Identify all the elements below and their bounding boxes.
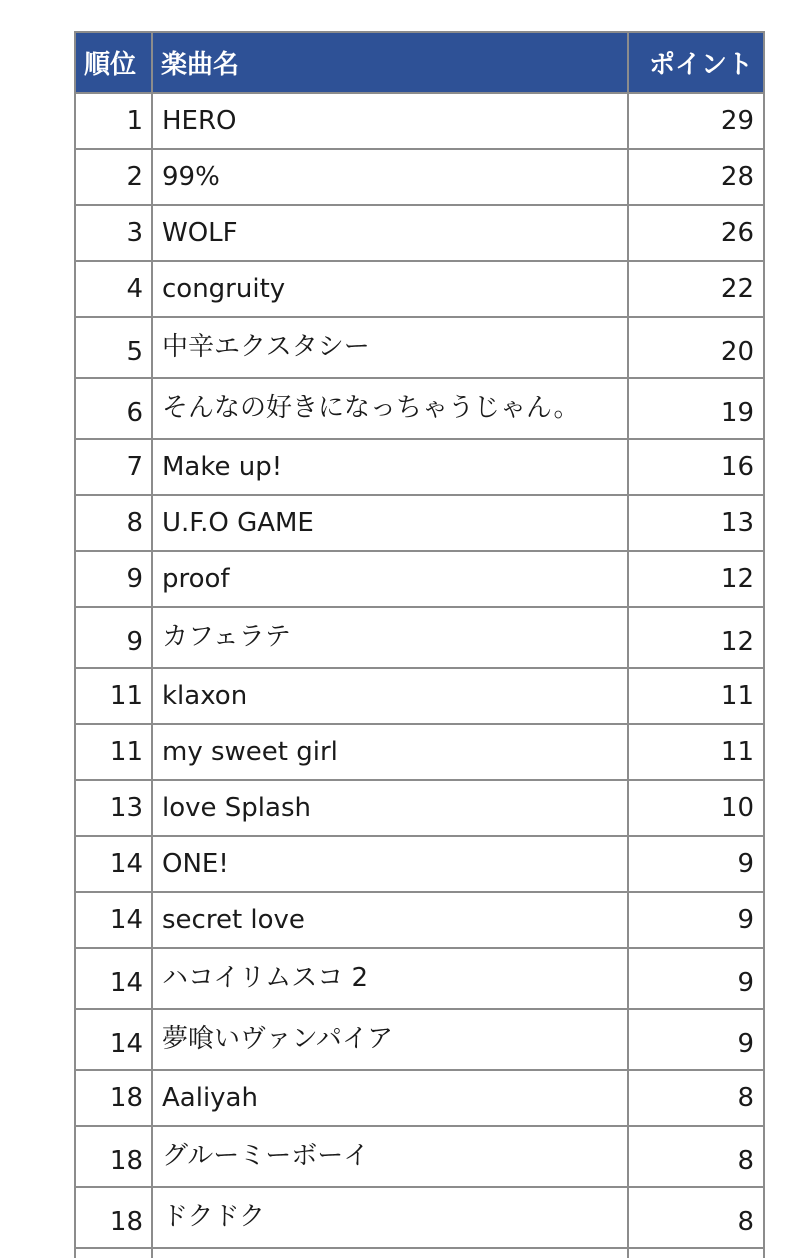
points-cell: 9: [628, 892, 764, 948]
rank-cell: 2: [75, 149, 152, 205]
points-cell: 16: [628, 439, 764, 495]
points-cell: 11: [628, 668, 764, 724]
table-row: [75, 1126, 764, 1187]
title-cell: 中辛エクスタシー: [152, 317, 628, 378]
title-cell: Make up!: [152, 439, 628, 495]
ranking-table: [74, 31, 765, 1258]
table-row: [75, 149, 764, 205]
points-cell: 26: [628, 205, 764, 261]
points-cell: 29: [628, 93, 764, 149]
rank-cell: 14: [75, 948, 152, 1009]
rank-cell: 11: [75, 668, 152, 724]
table-row: [75, 1009, 764, 1070]
table-row: [75, 439, 764, 495]
title-cell: [152, 1248, 628, 1258]
rank-cell: 13: [75, 780, 152, 836]
table-row: [75, 1070, 764, 1126]
title-cell: love Splash: [152, 780, 628, 836]
points-cell: 10: [628, 780, 764, 836]
title-cell: ドクドク: [152, 1187, 628, 1248]
table-row: [75, 607, 764, 668]
rank-cell: 18: [75, 1126, 152, 1187]
rank-cell: 18: [75, 1070, 152, 1126]
points-cell: [628, 1248, 764, 1258]
rank-cell: 7: [75, 439, 152, 495]
rank-cell: 11: [75, 724, 152, 780]
table-row: [75, 317, 764, 378]
rank-cell: 1: [75, 93, 152, 149]
points-cell: 9: [628, 948, 764, 1009]
title-cell: klaxon: [152, 668, 628, 724]
title-cell: secret love: [152, 892, 628, 948]
table-row: [75, 892, 764, 948]
table-row: [75, 495, 764, 551]
points-cell: 12: [628, 607, 764, 668]
header-rank: 順位: [75, 32, 152, 93]
table-row: [75, 205, 764, 261]
table-row: [75, 724, 764, 780]
rank-cell: [75, 1248, 152, 1258]
points-cell: 28: [628, 149, 764, 205]
points-cell: 9: [628, 1009, 764, 1070]
points-cell: 13: [628, 495, 764, 551]
table-row: [75, 93, 764, 149]
rank-cell: 18: [75, 1187, 152, 1248]
table-row: [75, 948, 764, 1009]
points-cell: 9: [628, 836, 764, 892]
table-row: [75, 668, 764, 724]
points-cell: 12: [628, 551, 764, 607]
title-cell: WOLF: [152, 205, 628, 261]
title-cell: Aaliyah: [152, 1070, 628, 1126]
title-cell: proof: [152, 551, 628, 607]
header-title: 楽曲名: [152, 32, 628, 93]
points-cell: 22: [628, 261, 764, 317]
ranking-table-header: [75, 32, 764, 93]
rank-cell: 3: [75, 205, 152, 261]
title-cell: カフェラテ: [152, 607, 628, 668]
points-cell: 11: [628, 724, 764, 780]
title-cell: ハコイリムスコ 2: [152, 948, 628, 1009]
title-cell: my sweet girl: [152, 724, 628, 780]
table-row: [75, 378, 764, 439]
header-row: [75, 32, 764, 93]
rank-cell: 9: [75, 607, 152, 668]
table-row: [75, 1187, 764, 1248]
title-cell: ONE!: [152, 836, 628, 892]
title-cell: そんなの好きになっちゃうじゃん。: [152, 378, 628, 439]
table-row-partial: [75, 1248, 764, 1258]
title-cell: 99%: [152, 149, 628, 205]
rank-cell: 9: [75, 551, 152, 607]
title-cell: U.F.O GAME: [152, 495, 628, 551]
rank-cell: 8: [75, 495, 152, 551]
title-cell: グルーミーボーイ: [152, 1126, 628, 1187]
table-row: [75, 780, 764, 836]
rank-cell: 14: [75, 1009, 152, 1070]
points-cell: 8: [628, 1126, 764, 1187]
rank-cell: 6: [75, 378, 152, 439]
ranking-table-body: [75, 93, 764, 1258]
points-cell: 8: [628, 1187, 764, 1248]
rank-cell: 14: [75, 836, 152, 892]
points-cell: 20: [628, 317, 764, 378]
rank-cell: 4: [75, 261, 152, 317]
table-row: [75, 836, 764, 892]
title-cell: HERO: [152, 93, 628, 149]
table-row: [75, 261, 764, 317]
header-points: ポイント: [628, 32, 764, 93]
rank-cell: 5: [75, 317, 152, 378]
title-cell: congruity: [152, 261, 628, 317]
points-cell: 19: [628, 378, 764, 439]
title-cell: 夢喰いヴァンパイア: [152, 1009, 628, 1070]
rank-cell: 14: [75, 892, 152, 948]
table-row: [75, 551, 764, 607]
points-cell: 8: [628, 1070, 764, 1126]
